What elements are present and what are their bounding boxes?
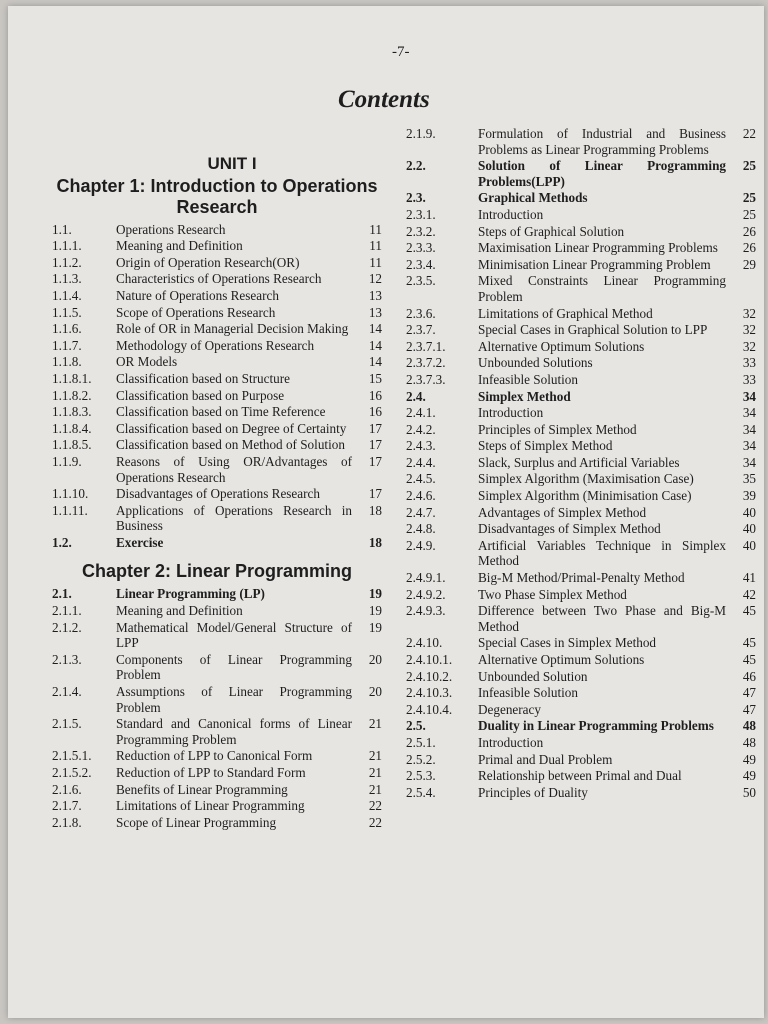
toc-entry [52,404,382,420]
toc-entry [406,521,756,537]
page-ref: 40 [742,504,756,520]
toc-entry [406,126,756,157]
toc-entry [406,570,756,586]
chapter-2-heading: Chapter 2: Linear Programming [81,561,353,582]
section-title: Simplex Algorithm (Maximisation Case) [478,471,694,487]
toc-entry [406,158,756,189]
page-ref: 34 [742,388,756,404]
page-ref: 20 [368,684,382,700]
section-number: 1.1.8.1. [52,370,92,386]
right-entries [406,126,756,801]
section-number: 2.5.4. [406,784,436,800]
section-title: Simplex Algorithm (Minimisation Case) [478,488,692,504]
toc-entry [406,422,756,438]
page-ref: 29 [742,256,756,272]
page-ref: 48 [742,734,756,750]
toc-entry [52,238,382,254]
section-title: Unbounded Solutions [478,355,593,371]
page-ref: 34 [742,405,756,421]
page-ref: 25 [742,206,756,222]
section-title: Relationship between Primal and Dual [478,768,682,784]
section-number: 2.4.10.2. [406,668,453,684]
chapter-1-entries [52,222,382,552]
page-ref: 45 [742,603,756,619]
toc-entry [52,421,382,437]
section-number: 2.1.5.1. [52,748,92,764]
page-ref: 34 [742,438,756,454]
page-ref: 40 [742,537,756,553]
section-number: 2.3.5. [406,273,436,289]
toc-entry [406,339,756,355]
toc-entry [406,355,756,371]
toc-entry [406,718,756,734]
toc-entry [52,603,382,619]
section-number: 1.1.1. [52,238,82,254]
toc-entry [52,652,382,683]
toc-entry [406,488,756,504]
page-ref: 33 [742,371,756,387]
section-title: Classification based on Time Reference [116,404,326,420]
page-ref: 16 [368,387,382,403]
section-number: 1.1. [52,221,72,237]
toc-entry [52,586,382,602]
section-number: 2.5. [406,718,426,734]
section-title: Limitations of Graphical Method [478,305,653,321]
toc-entry [406,257,756,273]
toc-entry [406,538,756,569]
section-number: 1.1.8.5. [52,437,92,453]
section-title: Meaning and Definition [116,238,243,254]
toc-entry [52,782,382,798]
section-number: 2.3.6. [406,305,436,321]
section-number: 2.4.9.3. [406,603,446,619]
section-title: Nature of Operations Research [116,287,279,303]
toc-entry [52,486,382,502]
toc-entry [52,716,382,747]
page-ref: 34 [742,454,756,470]
toc-entry [406,224,756,240]
toc-entry [406,587,756,603]
section-number: 2.4.10.4. [406,701,453,717]
section-title: Alternative Optimum Solutions [478,338,645,354]
section-number: 2.4.2. [406,421,436,437]
page-ref: 25 [742,190,756,206]
toc-entry [406,455,756,471]
section-number: 2.3.7.2. [406,355,446,371]
toc-entry [52,503,382,534]
section-number: 1.1.9. [52,453,82,469]
toc-entry [52,271,382,287]
section-number: 1.2. [52,534,72,550]
section-number: 2.4.4. [406,454,436,470]
section-title: Disadvantages of Simplex Method [478,521,661,537]
section-number: 1.1.2. [52,254,82,270]
section-title: Methodology of Operations Research [116,337,315,353]
page-ref: 19 [368,586,382,602]
section-number: 2.1.8. [52,814,82,830]
page-ref: 41 [742,570,756,586]
section-number: 2.4.9.2. [406,586,446,602]
page-ref: 32 [742,338,756,354]
section-title: Alternative Optimum Solutions [478,652,645,667]
section-title: Steps of Graphical Solution [478,223,625,239]
page-ref: 11 [369,238,382,254]
toc-entry [406,685,756,701]
section-title: Characteristics of Operations Research [116,271,322,287]
section-title: Graphical Methods [478,190,588,206]
section-number: 2.5.2. [406,751,436,767]
section-title: Principles of Simplex Method [478,421,637,437]
section-title: Big-M Method/Primal-Penalty Method [478,570,685,586]
section-title: Special Cases in Graphical Solution to LPP [478,322,708,338]
toc-entry [52,815,382,831]
section-number: 2.1.5.2. [52,765,92,780]
toc-entry [52,748,382,764]
section-number: 2.4.9. [406,537,436,553]
section-title: OR Models [116,354,178,370]
section-title: Origin of Operation Research(OR) [116,254,300,270]
section-number: 2.5.1. [406,734,436,750]
toc-entry [406,505,756,521]
section-number: 2.3.7.3. [406,371,446,387]
page-ref: 32 [742,322,756,338]
section-title: Difference between Two Phase and Big-M Method [478,603,726,634]
section-number: 1.1.5. [52,304,82,320]
section-number: 2.4.8. [406,521,436,537]
toc-entry [52,255,382,271]
section-title: Introduction [478,734,544,750]
page-ref: 33 [742,355,756,371]
section-number: 2.3.3. [406,240,436,256]
page-ref: 42 [742,586,756,602]
section-title: Role of OR in Managerial Decision Making [116,321,349,337]
section-title: Classification based on Structure [116,370,290,386]
document-page [8,6,764,1018]
toc-entry [52,305,382,321]
section-title: Operations Research [116,221,226,237]
section-title: Assumptions of Linear Programming Problem [116,684,352,715]
section-title: Limitations of Linear Programming [116,798,305,814]
toc-entry [52,620,382,651]
page-ref: 13 [368,287,382,303]
page-ref: 39 [742,488,756,504]
section-title: Classification based on Method of Solution [116,437,345,453]
page-ref: 17 [368,486,382,502]
page-ref: 20 [368,651,382,667]
section-title: Reduction of LPP to Standard Form [116,765,306,780]
toc-entry [406,735,756,751]
section-number: 2.3.4. [406,256,436,272]
toc-entry [406,322,756,338]
toc-entry [406,306,756,322]
section-title: Advantages of Simplex Method [478,504,647,520]
section-title: Duality in Linear Programming Problems [478,718,714,734]
chapter-2-entries [52,586,382,831]
page-ref: 18 [368,502,382,518]
section-title: Simplex Method [478,388,571,404]
page-ref: 12 [368,271,382,287]
page-ref: 17 [368,420,382,436]
section-number: 1.1.8.2. [52,387,92,403]
section-title: Reduction of LPP to Canonical Form [116,748,313,764]
section-title: Standard and Canonical forms of Linear Programming Problem [116,716,352,747]
section-number: 2.1.9. [406,126,436,141]
toc-entry [52,437,382,453]
section-title: Components of Linear Programming Problem [116,651,352,683]
toc-entry [52,684,382,715]
section-number: 1.1.8.3. [52,404,92,420]
section-number: 2.5.3. [406,768,436,784]
toc-entry [406,768,756,784]
toc-entry [52,388,382,404]
page-ref: 26 [742,240,756,256]
toc-entry [406,669,756,685]
section-number: 2.3.7. [406,322,436,338]
section-title: Infeasible Solution [478,371,578,387]
section-title: Special Cases in Simplex Method [478,635,657,651]
section-title: Infeasible Solution [478,685,578,701]
page-ref: 40 [742,521,756,537]
section-number: 2.1.3. [52,651,82,667]
section-title: Solution of Linear Programming Problems(LPP) [478,158,726,189]
section-title: Linear Programming (LP) [116,586,265,602]
page-ref: 21 [368,765,382,780]
section-number: 1.1.4. [52,287,82,303]
section-number: 2.1.6. [52,781,82,797]
page-ref: 21 [368,781,382,797]
page-ref: 34 [742,421,756,437]
section-number: 2.1.7. [52,798,82,814]
page-ref: 11 [369,254,382,270]
section-title: Degeneracy [478,701,541,717]
page-ref: 21 [368,716,382,732]
toc-entry [52,288,382,304]
chapter-1-heading: Chapter 1: Introduction to Operations Research [56,175,378,217]
page-ref: 14 [368,321,382,337]
toc-entry [406,405,756,421]
section-number: 1.1.10. [52,486,89,502]
page-ref: 48 [742,718,756,734]
page-ref: 17 [368,453,382,469]
section-number: 2.2. [406,158,426,174]
page-ref: 16 [368,404,382,420]
page-ref: 25 [742,158,756,174]
section-title: Disadvantages of Operations Research [116,486,320,502]
page-ref: 13 [368,304,382,320]
section-title: Meaning and Definition [116,603,243,619]
section-title: Maximisation Linear Programming Problems [478,240,718,256]
section-number: 2.1.5. [52,716,82,732]
page-ref: 19 [368,603,382,619]
page-ref: 18 [368,534,382,550]
section-title: Scope of Operations Research [116,304,276,320]
toc-entry [52,222,382,238]
section-number: 2.4.6. [406,488,436,504]
section-number: 2.4.10.1. [406,652,453,667]
section-title: Two Phase Simplex Method [478,586,627,602]
toc-entry [52,371,382,387]
page-ref: 14 [368,337,382,353]
page-ref: 14 [368,354,382,370]
page-ref: 11 [369,221,382,237]
section-title: Minimisation Linear Programming Problem [478,256,711,272]
toc-entry [406,603,756,634]
page-ref: 32 [742,305,756,321]
section-title: Unbounded Solution [478,668,588,684]
section-title: Principles of Duality [478,784,588,800]
section-title: Scope of Linear Programming [116,814,277,830]
section-number: 2.3.1. [406,206,436,222]
toc-entry [406,471,756,487]
page-ref: 47 [742,685,756,701]
toc-entry [52,321,382,337]
section-title: Classification based on Purpose [116,387,285,403]
section-title: Exercise [116,534,164,550]
section-number: 2.3. [406,190,426,206]
page-ref: 47 [742,701,756,717]
page-ref: 19 [368,619,382,635]
page-ref: 49 [742,751,756,767]
section-number: 2.4.9.1. [406,570,446,586]
toc-entry [406,785,756,801]
section-title: Introduction [478,206,544,222]
toc-entry [52,765,382,781]
section-number: 2.4.10.3. [406,685,453,701]
section-title: Applications of Operations Research in Business [116,502,352,534]
section-title: Artificial Variables Technique in Simplex Method [478,537,726,569]
section-number: 2.3.2. [406,223,436,239]
section-number: 1.1.6. [52,321,82,337]
section-number: 1.1.7. [52,337,82,353]
page-ref: 45 [742,652,756,667]
section-number: 2.1.4. [52,684,82,700]
toc-entry [406,240,756,256]
contents-heading: Contents [338,86,430,113]
section-number: 2.4.1. [406,405,436,421]
page-number: -7- [392,44,410,60]
section-title: Slack, Surplus and Artificial Variables [478,454,680,470]
section-title: Formulation of Industrial and Business Problems as Linear Programming Problems [478,126,726,157]
section-title: Primal and Dual Problem [478,751,613,767]
section-title: Classification based on Degree of Certainty [116,420,347,436]
toc-entry [52,535,382,551]
section-title: Steps of Simplex Method [478,438,613,454]
toc-entry [52,354,382,370]
toc-entry [406,438,756,454]
page-ref: 45 [742,635,756,651]
toc-entry [406,207,756,223]
section-number: 1.1.8. [52,354,82,370]
page-ref: 50 [742,784,756,800]
section-number: 1.1.11. [52,502,88,518]
toc-entry [406,702,756,718]
section-title: Reasons of Using OR/Advantages of Operations Research [116,453,352,485]
toc-right-column [406,126,756,801]
section-number: 2.4.5. [406,471,436,487]
toc-entry [406,652,756,668]
toc-entry [406,635,756,651]
page-ref: 46 [742,668,756,684]
toc-entry [52,454,382,485]
toc-entry [406,372,756,388]
section-number: 2.1.2. [52,619,82,635]
section-number: 2.1.1. [52,603,82,619]
page-ref: 22 [742,126,756,141]
page-ref: 22 [368,798,382,814]
section-number: 2.3.7.1. [406,338,446,354]
page-ref: 17 [368,437,382,453]
page-ref: 35 [742,471,756,487]
section-number: 2.1. [52,586,72,602]
toc-entry [52,798,382,814]
section-title: Introduction [478,405,544,421]
page-ref: 22 [368,814,382,830]
toc-entry [406,190,756,206]
section-number: 2.4.7. [406,504,436,520]
section-number: 2.4.3. [406,438,436,454]
toc-entry [406,389,756,405]
page-ref: 49 [742,768,756,784]
section-number: 1.1.3. [52,271,82,287]
section-number: 1.1.8.4. [52,420,92,436]
section-title: Mixed Constraints Linear Programming Problem [478,273,726,304]
section-number: 2.4.10. [406,635,443,651]
toc-entry [52,338,382,354]
section-title: Mathematical Model/General Structure of LPP [116,619,352,651]
section-title: Benefits of Linear Programming [116,781,288,797]
toc-entry [406,752,756,768]
page-ref: 21 [368,748,382,764]
toc-entry [406,273,756,304]
page-ref: 15 [368,370,382,386]
section-number: 2.4. [406,388,426,404]
page-ref: 26 [742,223,756,239]
unit-heading: UNIT I [207,154,257,173]
toc-left-column [52,156,382,831]
